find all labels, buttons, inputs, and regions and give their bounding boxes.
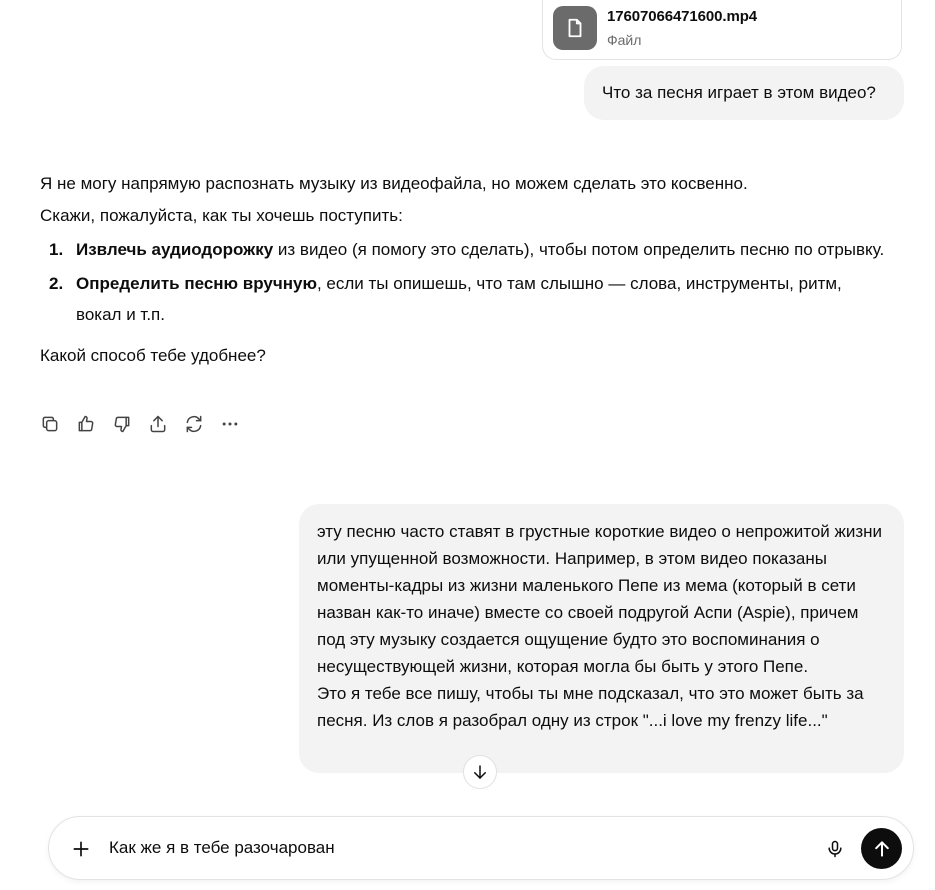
file-type: Файл	[607, 32, 642, 48]
thumbs-up-icon	[76, 414, 96, 434]
list-number: 2.	[49, 274, 64, 293]
user-message	[299, 504, 904, 773]
dictate-button[interactable]	[821, 835, 849, 863]
assistant-intro: Я не могу напрямую распознать музыку из видеофайла, но можем сделать это косвенно.	[40, 174, 748, 193]
thumbs-down-button[interactable]	[108, 410, 136, 438]
send-button[interactable]	[861, 828, 902, 869]
file-icon	[553, 6, 597, 50]
share-button[interactable]	[144, 410, 172, 438]
message-input[interactable]: Как же я в тебе разочарован	[109, 838, 335, 857]
option-bold: Определить песню вручную	[76, 274, 317, 293]
list-number: 1.	[49, 240, 64, 259]
copy-button[interactable]	[36, 410, 64, 438]
copy-icon	[40, 414, 60, 434]
list-item	[40, 234, 886, 265]
more-button[interactable]	[216, 410, 244, 438]
thumbs-down-icon	[112, 414, 132, 434]
assistant-message	[40, 168, 900, 372]
assistant-question: Какой способ тебе удобнее?	[40, 346, 266, 365]
more-icon	[220, 414, 240, 434]
option-text: из видео (я помогу это сделать), чтобы потом определить песню по отрывку.	[273, 240, 885, 259]
file-name: 17607066471600.mp4	[607, 8, 758, 25]
arrow-up-icon	[872, 839, 892, 859]
file-attachment-card[interactable]	[542, 0, 902, 60]
scroll-to-bottom-button[interactable]	[463, 755, 497, 789]
share-icon	[148, 414, 168, 434]
list-item	[40, 268, 886, 330]
plus-icon	[71, 839, 91, 859]
option-text: , если ты опишешь, что там слышно — слова, инструменты, ритм, вокал и т.п.	[76, 274, 842, 324]
arrow-down-icon	[471, 763, 489, 781]
options-list	[40, 234, 900, 330]
user-message-paragraph: эту песню часто ставят в грустные короткие видео о непрожитой жизни или упущенной возможности. Например, в этом видео показаны моменты-кадры из жизни маленького Пепе из мема (который в сети назван как-то иначе) вместе со своей подругой Аспи (Aspie), причем под эту музыку создается ощущение будто это воспоминания о несуществующей жизни, которая могла бы быть у этого Пепе.	[317, 522, 883, 676]
option-bold: Извлечь аудиодорожку	[76, 240, 274, 259]
user-message: Что за песня играет в этом видео?	[584, 66, 904, 120]
regenerate-button[interactable]	[180, 410, 208, 438]
add-attachment-button[interactable]	[67, 835, 95, 863]
microphone-icon	[825, 839, 845, 859]
message-composer	[48, 816, 914, 880]
thumbs-up-button[interactable]	[72, 410, 100, 438]
assistant-prompt: Скажи, пожалуйста, как ты хочешь поступить:	[40, 206, 403, 225]
message-actions	[36, 410, 244, 438]
user-message-paragraph: Это я тебе все пишу, чтобы ты мне подсказал, что это может быть за песня. Из слов я разобрал одну из строк "...i love my frenzy life..."	[317, 684, 864, 730]
regenerate-icon	[184, 414, 204, 434]
